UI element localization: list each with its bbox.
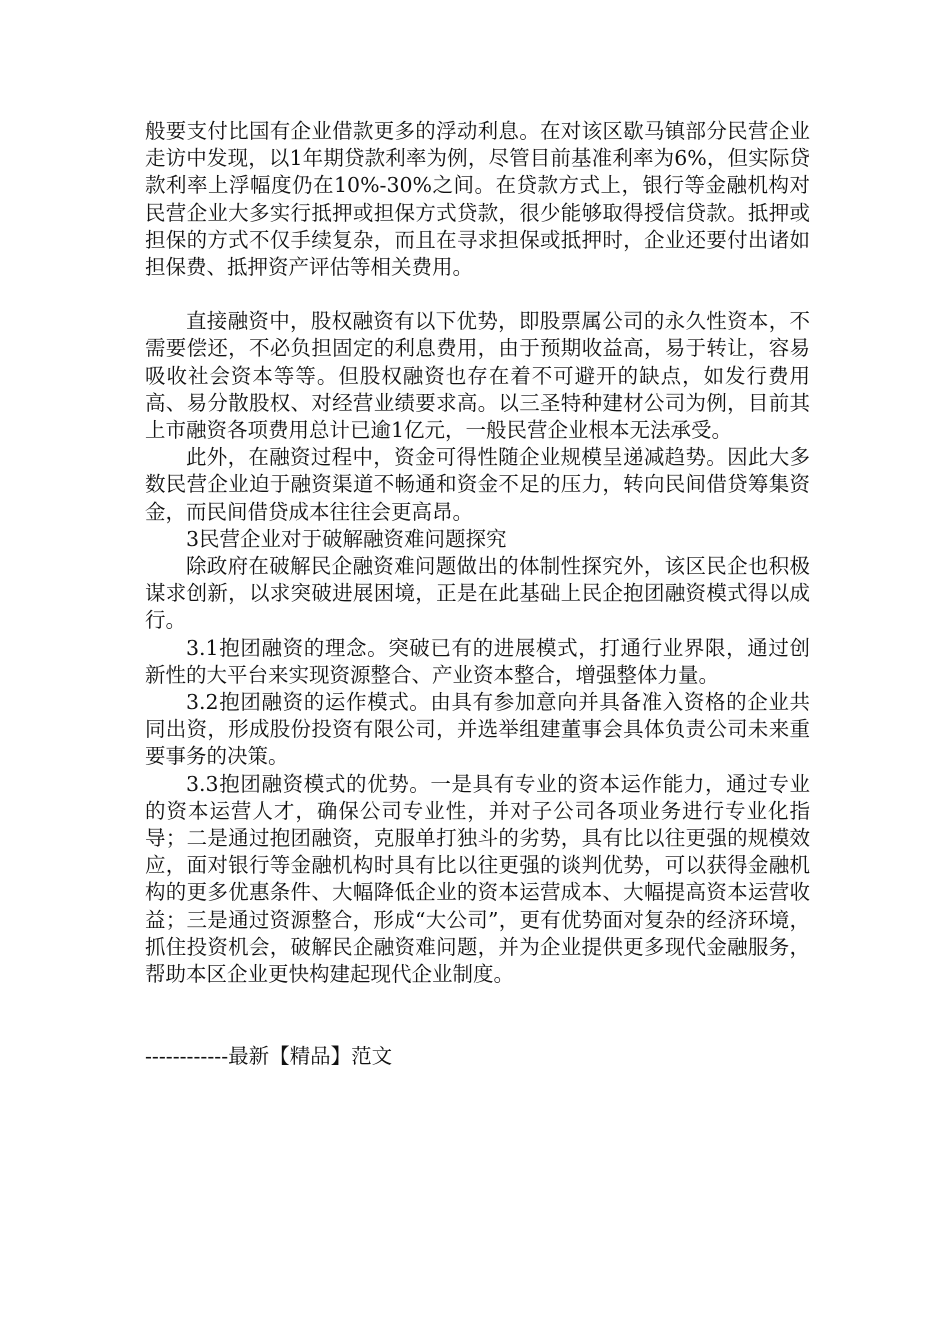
paragraph-equity-financing: 直接融资中，股权融资有以下优势，即股票属公司的永久性资本，不需要偿还，不必负担固定的利息费用，由于预期收益高，易于转让，容易吸收社会资本等等。但股权融资也存在着不可避开的缺点，如发行费用高、易分散股权、对经营业绩要求高。以三圣特种建材公司为例，目前其上市融资各项费用总计已逾1亿元，一般民营企业根本无法承受。 [145,309,810,443]
paragraph-3-1-concept: 3.1抱团融资的理念。突破已有的进展模式，打通行业界限，通过创新性的大平台来实现资源整合、产业资本整合，增强整体力量。 [145,635,810,687]
paragraph-gap [145,281,810,308]
footer-label: ------------最新【精品】范文 [145,1044,393,1068]
paragraph-loan-interest: 般要支付比国有企业借款更多的浮动利息。在对该区歇马镇部分民营企业走访中发现，以1年期贷款利率为例，尽管目前基准利率为6%，但实际贷款利率上浮幅度仍在10%-30%之间。在贷款方式上，银行等金融机构对民营企业大多实行抵押或担保方式贷款，很少能够取得授信贷款。抵押或担保的方式不仅手续复杂，而且在寻求担保或抵押时，企业还要付出诸如担保费、抵押资产评估等相关费用。 [145,119,810,280]
paragraph-fund-availability: 此外，在融资过程中，资金可得性随企业规模呈递减趋势。因此大多数民营企业迫于融资渠道不畅通和资金不足的压力，转向民间借贷筹集资金，而民间借贷成本往往会更高昂。 [145,445,810,524]
paragraph-3-3-advantages: 3.3抱团融资模式的优势。一是具有专业的资本运作能力，通过专业的资本运营人才，确保公司专业性，并对子公司各项业务进行专业化指导；二是通过抱团融资，克服单打独斗的劣势，具有比以往更强的规模效应，面对银行等金融机构时具有比以往更强的谈判优势，可以获得金融机构的更多优惠条件、大幅降低企业的资本运营成本、大幅提高资本运营收益；三是通过资源整合，形成“大公司”，更有优势面对复杂的经济环境，抓住投资机会，破解民企融资难问题，并为企业提供更多现代金融服务，帮助本区企业更快构建起现代企业制度。 [145,771,810,987]
section-heading-3: 3民营企业对于破解融资难问题探究 [186,526,507,551]
document-body [145,118,810,988]
paragraph-innovation: 除政府在破解民企融资难问题做出的体制性探究外，该区民企也积极谋求创新，以求突破进展困境，正是在此基础上民企抱团融资模式得以成行。 [145,554,810,633]
paragraph-3-2-operation: 3.2抱团融资的运作模式。由具有参加意向并具备准入资格的企业共同出资，形成股份投资有限公司，并选举组建董事会具体负责公司未来重要事务的决策。 [145,690,810,769]
